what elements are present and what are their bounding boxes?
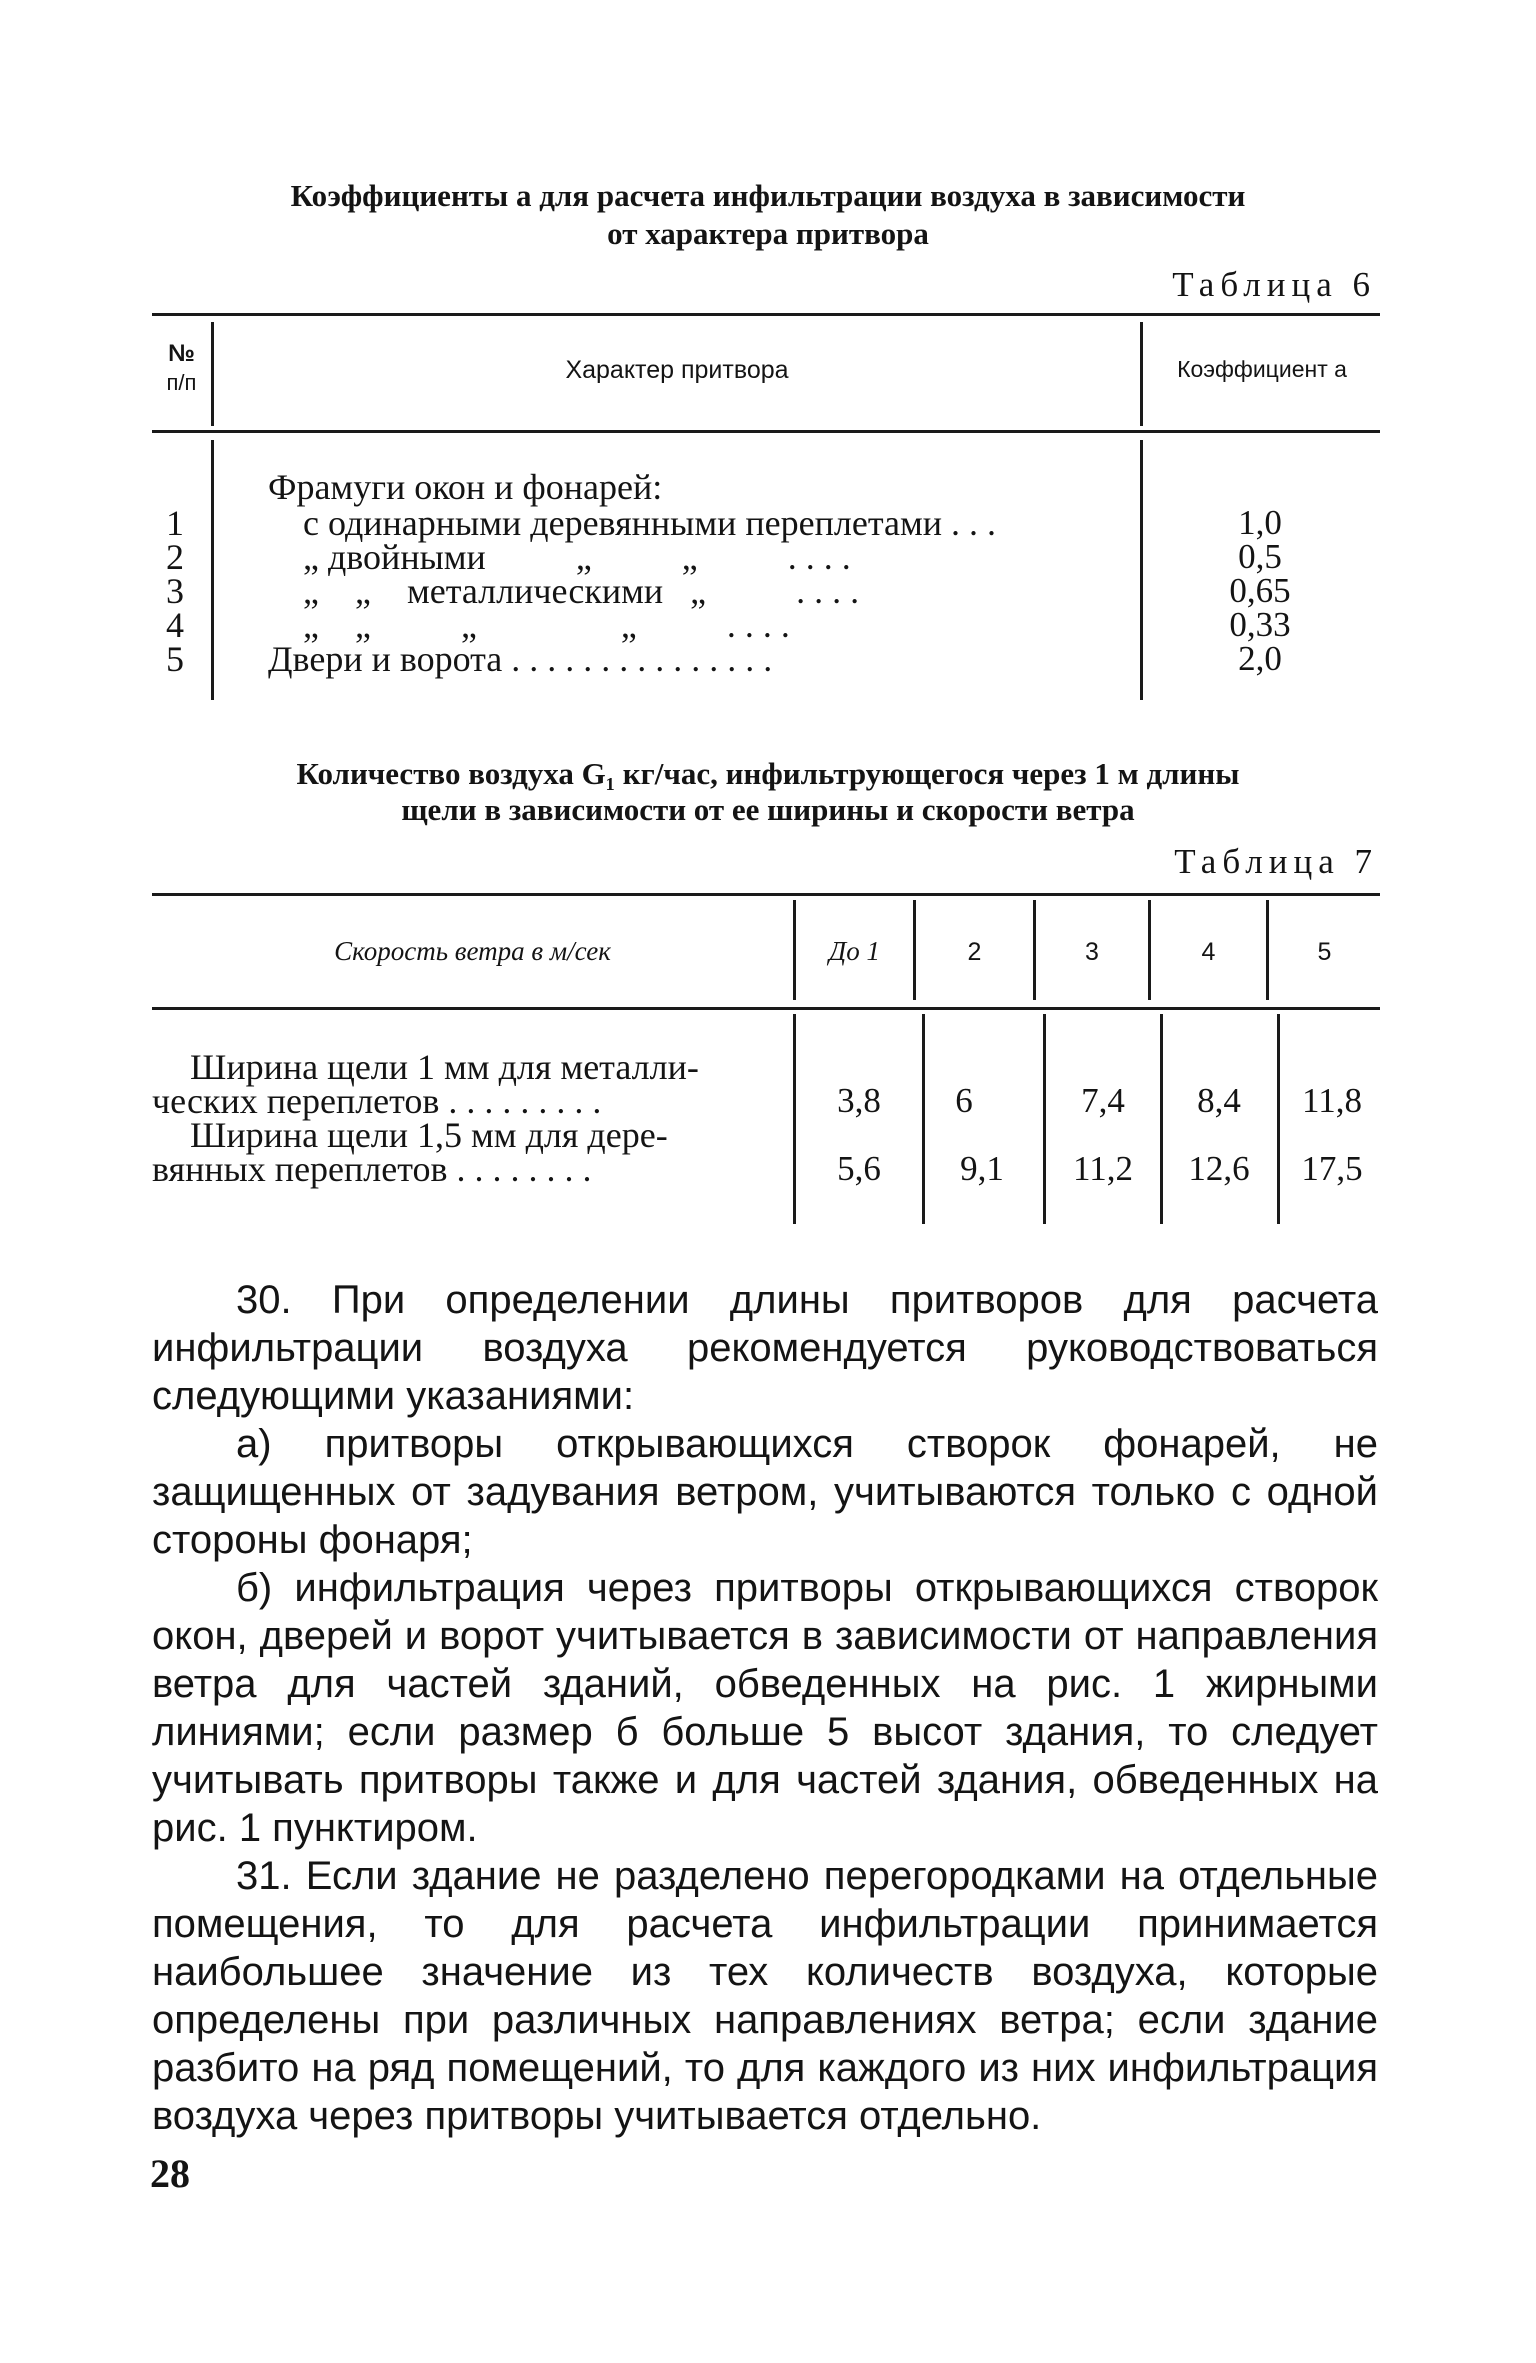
- table7-header-col: 4: [1201, 938, 1216, 966]
- table7-row2-label-line2: вянных переплетов . . . . . . . .: [152, 1149, 592, 1189]
- table6-row-num: 2: [166, 537, 184, 577]
- table7-caption-line1: Количество воздуха G₁ кг/час, инфильтрующегося через 1 м длины: [296, 756, 1240, 791]
- body-text: [152, 1276, 1378, 2140]
- table6-row-label: „ двойными „ „ . . . .: [303, 537, 851, 577]
- table7-row2-value: 11,2: [1073, 1149, 1133, 1188]
- table7-row1-value: 11,8: [1302, 1081, 1362, 1120]
- paragraph-30b: б) инфильтрация через притворы открывающихся створок окон, дверей и ворот учитывается в зависимости от направления ветра для частей зданий, обведенных на рис. 1 жирными линиями; если размер б больше 5 высот здания, то следует учитывать притворы также и для частей здания, обведенных на рис. 1 пунктиром.: [152, 1566, 1378, 1850]
- table7-row1-value: 8,4: [1197, 1081, 1241, 1120]
- table7-header-col: 5: [1317, 938, 1332, 966]
- table7-body-divider: [922, 1014, 925, 1224]
- table6-coef-value: 0,5: [1238, 537, 1282, 576]
- table6-header-rule: [152, 430, 1380, 433]
- table7-row2-value: 5,6: [837, 1149, 881, 1188]
- table7-row1-value: 6: [955, 1081, 973, 1120]
- table7-row1-value: 7,4: [1081, 1081, 1125, 1120]
- table6-row-label: „ „ „ „ . . . .: [303, 605, 790, 645]
- table7-row1-label-line1: Ширина щели 1 мм для металли-: [190, 1047, 699, 1087]
- table7-row1-label-line2: ческих переплетов . . . . . . . . .: [152, 1081, 602, 1121]
- table6-coef-value: 0,33: [1229, 605, 1291, 644]
- table7-header-rule: [152, 1007, 1380, 1010]
- table7-header-col: До 1: [829, 936, 880, 966]
- paragraph-30: 30. При определении длины притворов для расчета инфильтрации воздуха рекомендуется руководствоваться следующими указаниями:: [152, 1278, 1378, 1418]
- table6-caption-line1: Коэффициенты а для расчета инфильтрации воздуха в зависимости: [290, 178, 1246, 213]
- table7-row2-value: 9,1: [960, 1149, 1004, 1188]
- table6-body-divider-2: [1140, 440, 1143, 700]
- page-number: 28: [150, 2151, 190, 2196]
- table6-label: Таблица 6: [1172, 265, 1376, 304]
- table7-header-col: 2: [967, 938, 982, 966]
- table6-header-type: Характер притвора: [565, 356, 789, 384]
- table6-header-num2: п/п: [166, 370, 197, 395]
- table7-row2-value: 17,5: [1301, 1149, 1363, 1188]
- table6-row-label: Двери и ворота . . . . . . . . . . . . . . .: [268, 639, 773, 679]
- table6-row-num: 1: [166, 503, 184, 543]
- table7-body-divider: [1277, 1014, 1280, 1224]
- table6-header-divider-2: [1140, 322, 1143, 426]
- table6-caption-line2: от характера притвора: [607, 216, 929, 251]
- paragraph-31: 31. Если здание не разделено перегородками на отдельные помещения, то для расчета инфильтрации принимается наибольшее значение из тех количеств воздуха, которые определены при различных направлениях ветра; если здание разбито на ряд помещений, то для каждого из них инфильтрация воздуха через притворы учитывается отдельно.: [152, 1854, 1378, 2138]
- table7-header-col: 3: [1085, 938, 1099, 966]
- table6-row-num: 5: [166, 639, 184, 679]
- table6-coef-value: 1,0: [1238, 503, 1282, 542]
- table6-coef-value: 2,0: [1238, 639, 1282, 678]
- paragraph-30a: а) притворы открывающихся створок фонарей, не защищенных от задувания ветром, учитываются только с одной стороны фонаря;: [152, 1422, 1378, 1562]
- table6-top-rule: [152, 313, 1380, 316]
- table6-row-num: 4: [166, 605, 184, 645]
- table6-row-num: 3: [166, 571, 184, 611]
- table7-body-divider: [1043, 1014, 1046, 1224]
- table7-body-divider: [1160, 1014, 1163, 1224]
- table7-caption-line2: щели в зависимости от ее ширины и скорости ветра: [401, 792, 1135, 827]
- table6-row-label: „ „ металлическими „ . . . .: [303, 571, 860, 611]
- table6-header-num: №: [168, 340, 195, 367]
- table7-header-speed: Скорость ветра в м/сек: [334, 936, 611, 966]
- table7-row2-value: 12,6: [1188, 1149, 1250, 1188]
- table7-row1-value: 3,8: [837, 1081, 881, 1120]
- table6-group-title: Фрамуги окон и фонарей:: [268, 467, 663, 507]
- table6-header-coef: Коэффициент а: [1177, 356, 1347, 382]
- table7-top-rule: [152, 893, 1380, 896]
- table6-coef-value: 0,65: [1229, 571, 1291, 610]
- table6-body-divider-1: [211, 440, 214, 700]
- table7-label: Таблица 7: [1174, 842, 1378, 881]
- table7-body-divider: [793, 1014, 796, 1224]
- table6-row-label: с одинарными деревянными переплетами . . .: [303, 503, 997, 543]
- table7-row2-label-line1: Ширина щели 1,5 мм для дере-: [190, 1115, 668, 1155]
